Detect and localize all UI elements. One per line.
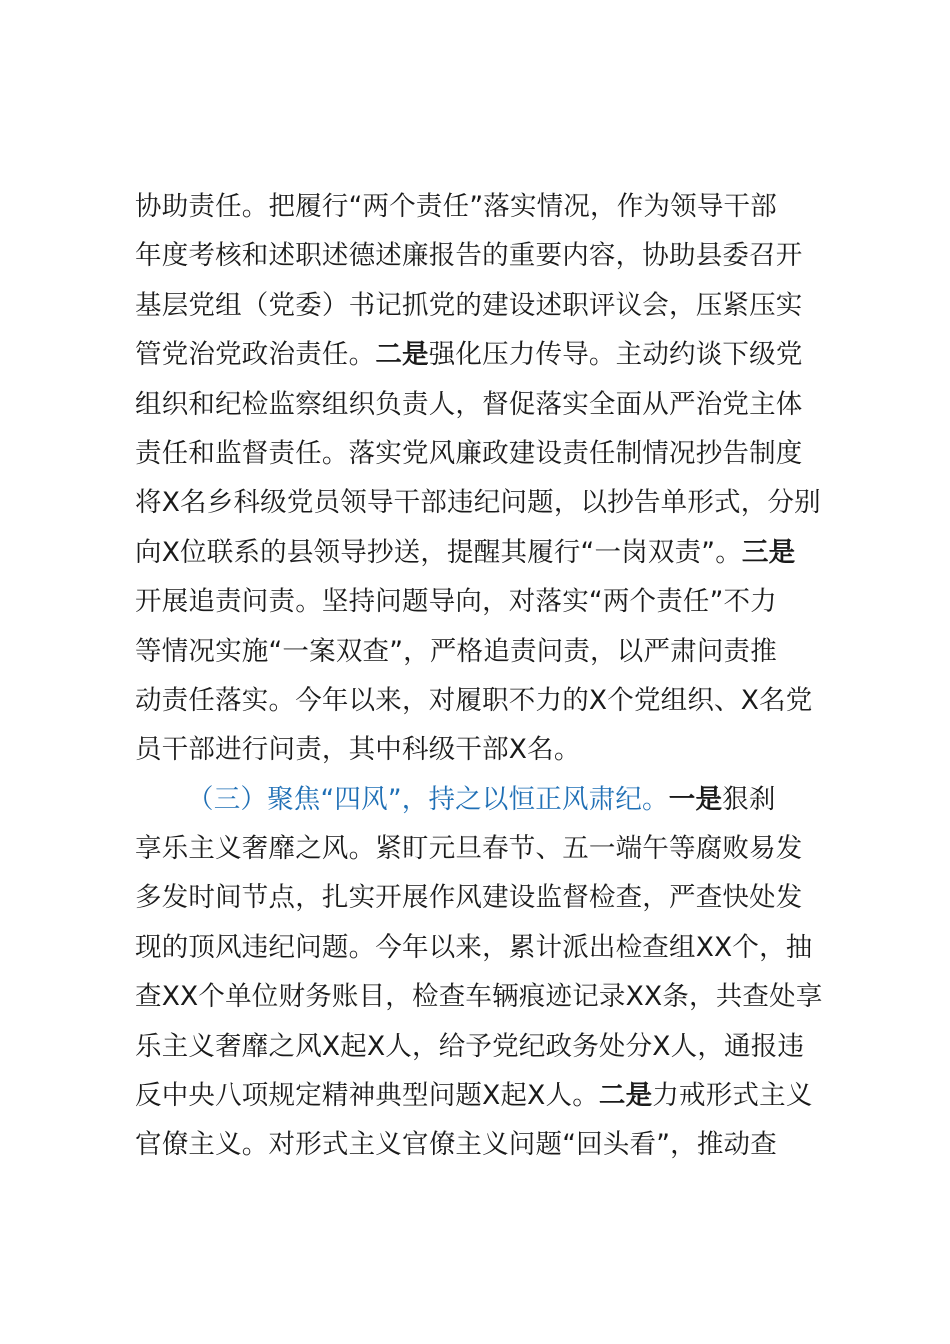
paragraph-line [135,330,855,379]
paragraph-line [135,1022,855,1071]
paragraph-line [135,577,855,626]
body-text: 员干部进行问责，其中科级干部X名。 [135,734,581,766]
body-text: 年度考核和述职述德述廉报告的重要内容，协助县委召开 [135,240,803,272]
body-text: 组织和纪检监察组织负责人，督促落实全面从严治党主体 [135,388,803,420]
body-text: 基层党组（党委）书记抓党的建设述职评议会，压紧压实 [135,289,803,321]
body-text: 现的顶风违纪问题。今年以来，累计派出检查组XX个，抽 [135,931,813,963]
paragraph-line [135,380,855,429]
body-text: 多发时间节点，扎实开展作风建设监督检查，严查快处发 [135,882,803,914]
paragraph-line [135,429,855,478]
section-heading-line [135,775,855,824]
paragraph-line [135,182,855,231]
paragraph-line [135,972,855,1021]
paragraph-line [135,627,855,676]
section-heading-text: （三）聚焦“四风”，持之以恒正风肃纪。 [187,783,669,815]
paragraph-line [135,281,855,330]
body-text: 狠刹 [722,783,776,815]
body-text: 责任和监督责任。落实党风廉政建设责任制情况抄告制度 [135,437,803,469]
body-text: 将X名乡科级党员领导干部违纪问题，以抄告单形式，分别 [135,487,821,519]
body-text: 反中央八项规定精神典型问题X起X人。 [135,1080,599,1112]
paragraph-line [135,1071,855,1120]
document-body [135,182,855,1170]
paragraph-line [135,873,855,922]
body-text: 开展追责问责。坚持问题导向，对落实“两个责任”不力 [135,586,777,618]
body-text: 动责任落实。今年以来，对履职不力的X个党组织、X名党 [135,684,813,716]
body-text: 查XX个单位财务账目，检查车辆痕迹记录XX条，共查处享 [135,981,823,1013]
paragraph-line [135,528,855,577]
paragraph-line [135,231,855,280]
body-text: 强化压力传导。主动约谈下级党 [428,339,803,371]
body-text: 力戒形式主义 [652,1080,813,1112]
paragraph-line [135,676,855,725]
body-text: 乐主义奢靡之风X起X人，给予党纪政务处分X人，通报违 [135,1030,805,1062]
body-text: 等情况实施“一案双查”，严格追责问责，以严肃问责推 [135,635,777,667]
body-text: 协助责任。把履行“两个责任”落实情况，作为领导干部 [135,191,777,222]
body-text: 向X位联系的县领导抄送，提醒其履行“一岗双责”。 [135,536,742,568]
paragraph-line [135,725,855,774]
paragraph-line [135,923,855,972]
body-text: 官僚主义。对形式主义官僚主义问题“回头看”，推动查 [135,1129,777,1161]
enumeration-label: 一是 [668,783,723,815]
enumeration-label: 二是 [598,1080,653,1112]
enumeration-label: 二是 [375,339,429,371]
paragraph-line [135,478,855,527]
enumeration-label: 三是 [741,536,796,568]
body-text: 享乐主义奢靡之风。紧盯元旦春节、五一端午等腐败易发 [135,833,803,865]
paragraph-line [135,1120,855,1169]
paragraph-line [135,824,855,873]
body-text: 管党治党政治责任。 [135,339,376,371]
